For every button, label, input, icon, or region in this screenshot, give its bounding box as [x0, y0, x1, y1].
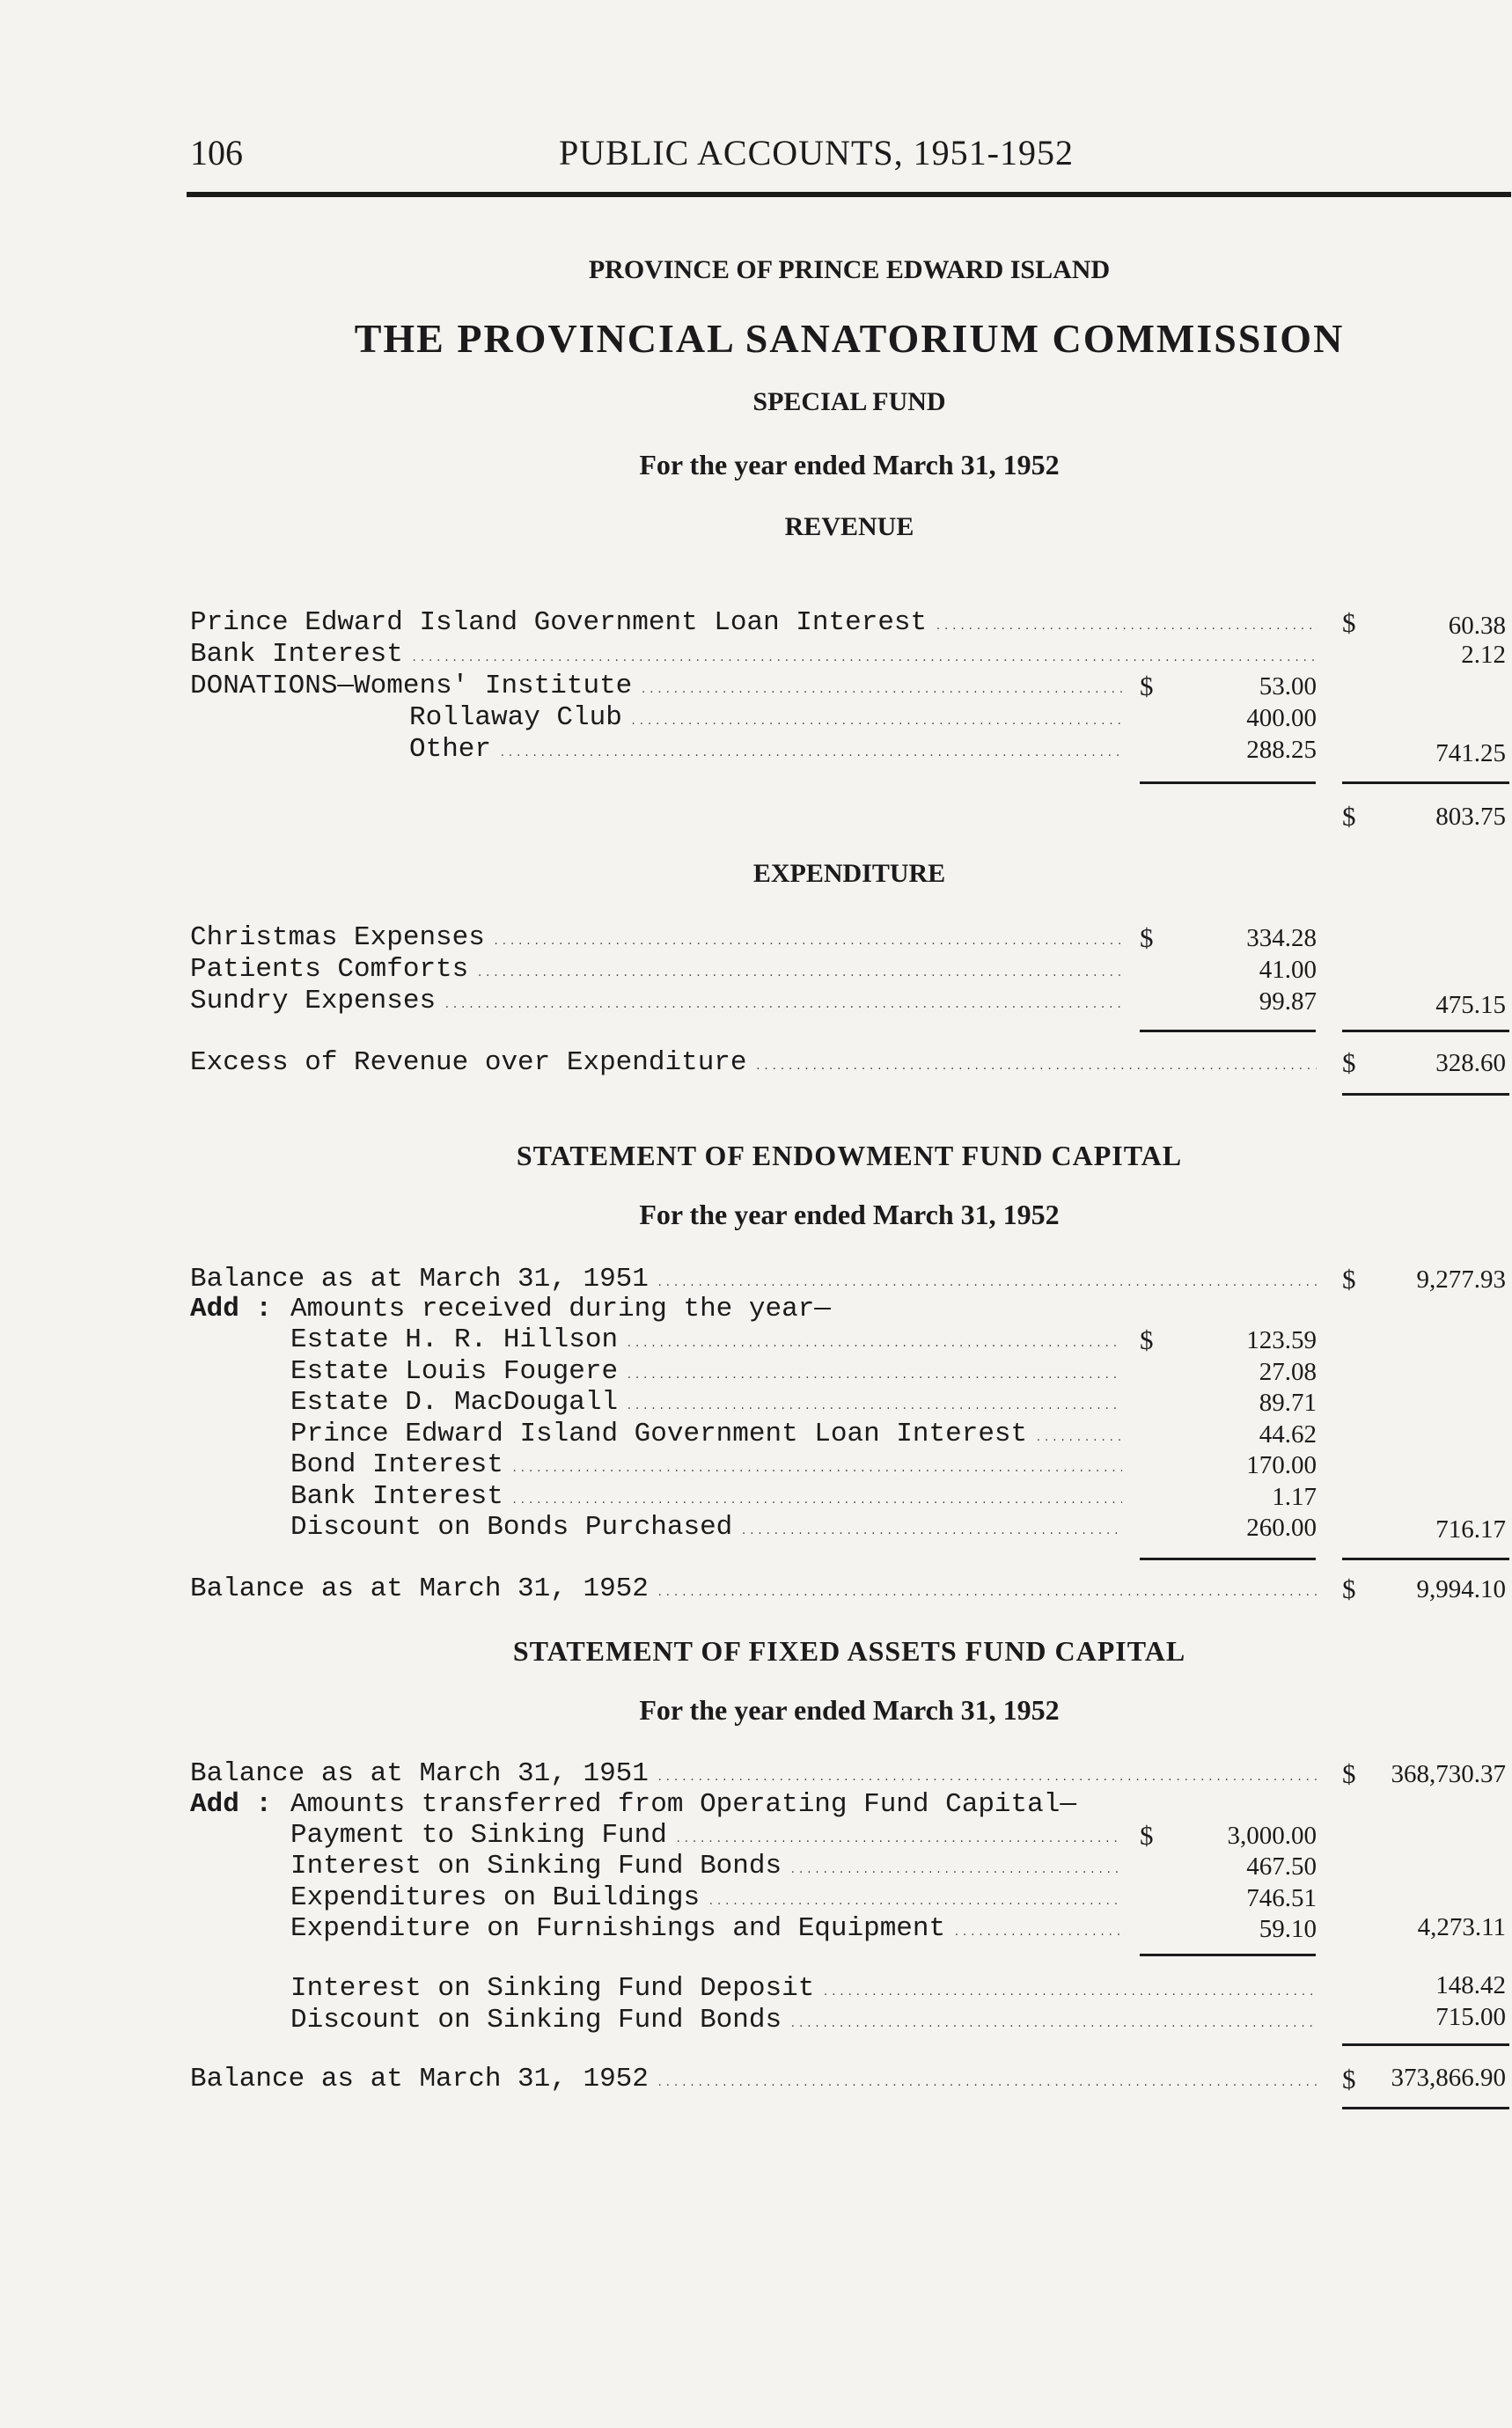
fixed-assets-add-text: Amounts transferred from Operating Fund Capital— — [290, 1789, 1076, 1820]
endowment-item-label: Prince Edward Island Government Loan Interest ..... — [290, 1419, 1122, 1449]
currency-symbol: $ — [1342, 801, 1356, 832]
currency-symbol: $ — [1140, 1820, 1154, 1851]
donations-rollaway-amount: 400.00 — [1246, 704, 1317, 732]
endowment-item-amount: 260.00 — [1246, 1514, 1317, 1542]
currency-symbol: $ — [1140, 671, 1154, 701]
endowment-opening-label: Balance as at March 31, 1951 ..... — [190, 1264, 1317, 1295]
fixed-assets-opening-label: Balance as at March 31, 1951 ..... — [190, 1758, 1317, 1789]
expenditure-heading: EXPENDITURE — [752, 859, 946, 888]
province-heading: PROVINCE OF PRINCE EDWARD ISLAND — [588, 255, 1111, 284]
endowment-item-label: Bank Interest ..... — [290, 1481, 1122, 1512]
currency-symbol: $ — [1342, 2064, 1356, 2094]
endowment-item-amount: 44.62 — [1259, 1420, 1317, 1449]
donations-total: 741.25 — [1435, 739, 1506, 767]
fixed-assets-item-label: Expenditures on Buildings ..... — [290, 1882, 1122, 1913]
endowment-item-amount: 89.71 — [1259, 1389, 1317, 1417]
revenue-loan-interest-amount: 60.38 — [1448, 612, 1506, 640]
subtotal-rule — [1342, 2043, 1509, 2046]
endowment-item-amount: 123.59 — [1246, 1326, 1317, 1354]
subtotal-rule — [1140, 1558, 1316, 1560]
endowment-item-label: Estate H. R. Hillson ..... — [290, 1324, 1122, 1355]
total-rule — [1342, 2107, 1509, 2109]
commission-heading: THE PROVINCIAL SANATORIUM COMMISSION — [354, 316, 1345, 361]
donations-rollaway-label: Rollaway Club ..... — [409, 702, 1122, 733]
endowment-item-amount: 27.08 — [1259, 1358, 1317, 1386]
currency-symbol: $ — [1342, 1047, 1356, 1078]
excess-label: Excess of Revenue over Expenditure ..... — [190, 1047, 1317, 1078]
endowment-items-total: 716.17 — [1435, 1515, 1506, 1544]
sinking-deposit-label: Interest on Sinking Fund Deposit ..... — [290, 1973, 1317, 2004]
donations-womens-amount: 53.00 — [1259, 672, 1317, 701]
subtotal-rule — [1140, 781, 1316, 784]
fixed-assets-add-label: Add : — [190, 1789, 273, 1820]
endowment-add-text: Amounts received during the year— — [290, 1294, 831, 1324]
expenditure-sundry-label: Sundry Expenses ..... — [190, 986, 1123, 1016]
endowment-item-label: Bond Interest ..... — [290, 1449, 1122, 1480]
fixed-assets-item-label: Payment to Sinking Fund ..... — [290, 1820, 1122, 1851]
expenditure-sundry-amount: 99.87 — [1259, 987, 1317, 1016]
sinking-discount-label: Discount on Sinking Fund Bonds ..... — [290, 2005, 1317, 2036]
fixed-assets-item-label: Expenditure on Furnishings and Equipment ..... — [290, 1913, 1122, 1944]
endowment-item-label: Estate Louis Fougere ..... — [290, 1356, 1122, 1387]
endowment-item-label: Discount on Bonds Purchased ..... — [290, 1512, 1122, 1543]
endowment-heading: STATEMENT OF ENDOWMENT FUND CAPITAL — [516, 1140, 1183, 1171]
endowment-closing-amount: 9,994.10 — [1416, 1575, 1506, 1603]
fund-heading: SPECIAL FUND — [752, 387, 946, 416]
fixed-assets-item-amount: 467.50 — [1246, 1852, 1317, 1881]
donations-womens-label: DONATIONS—Womens' Institute ..... — [190, 671, 1123, 701]
endowment-period: For the year ended March 31, 1952 — [639, 1199, 1060, 1230]
revenue-total: 803.75 — [1435, 803, 1506, 831]
fixed-assets-item-amount: 59.10 — [1259, 1915, 1317, 1943]
currency-symbol: $ — [1342, 1264, 1356, 1295]
revenue-heading: REVENUE — [784, 512, 914, 541]
page-header-title: PUBLIC ACCOUNTS, 1951-1952 — [559, 133, 1074, 172]
expenditure-total: 475.15 — [1435, 991, 1506, 1019]
endowment-item-amount: 1.17 — [1272, 1483, 1317, 1511]
subtotal-rule — [1342, 1558, 1509, 1560]
endowment-item-amount: 170.00 — [1246, 1451, 1317, 1479]
fixed-assets-closing-amount: 373,866.90 — [1391, 2064, 1506, 2092]
endowment-add-label: Add : — [190, 1294, 273, 1324]
page-number: 106 — [190, 133, 243, 172]
fixed-assets-item-amount: 3,000.00 — [1227, 1822, 1317, 1850]
revenue-bank-interest-amount: 2.12 — [1461, 641, 1506, 669]
endowment-closing-label: Balance as at March 31, 1952 ..... — [190, 1573, 1317, 1604]
currency-symbol: $ — [1342, 607, 1356, 638]
fixed-assets-closing-label: Balance as at March 31, 1952 ..... — [190, 2064, 1317, 2094]
currency-symbol: $ — [1342, 1573, 1356, 1604]
donations-other-amount: 288.25 — [1246, 736, 1317, 764]
expenditure-comforts-label: Patients Comforts ..... — [190, 954, 1123, 985]
expenditure-christmas-amount: 334.28 — [1246, 924, 1317, 952]
sinking-deposit-amount: 148.42 — [1435, 1971, 1506, 1999]
subtotal-rule — [1342, 781, 1509, 784]
fixed-assets-item-label: Interest on Sinking Fund Bonds ..... — [290, 1851, 1122, 1882]
fixed-assets-opening-amount: 368,730.37 — [1391, 1760, 1506, 1788]
subtotal-rule — [1140, 1030, 1316, 1032]
expenditure-christmas-label: Christmas Expenses ..... — [190, 922, 1123, 953]
currency-symbol: $ — [1140, 1324, 1154, 1355]
fixed-assets-period: For the year ended March 31, 1952 — [639, 1694, 1060, 1726]
sinking-discount-amount: 715.00 — [1435, 2003, 1506, 2031]
subtotal-rule — [1140, 1954, 1316, 1956]
period-heading: For the year ended March 31, 1952 — [639, 449, 1060, 480]
header-rule — [187, 192, 1511, 197]
excess-amount: 328.60 — [1435, 1049, 1506, 1077]
total-rule — [1342, 1093, 1509, 1096]
endowment-item-label: Estate D. MacDougall ..... — [290, 1387, 1122, 1418]
fixed-assets-heading: STATEMENT OF FIXED ASSETS FUND CAPITAL — [512, 1635, 1186, 1667]
currency-symbol: $ — [1342, 1758, 1356, 1789]
revenue-loan-interest-label: Prince Edward Island Government Loan Interest ..... — [190, 607, 1317, 638]
subtotal-rule — [1342, 1030, 1509, 1032]
fixed-assets-item-amount: 746.51 — [1246, 1884, 1317, 1912]
fixed-assets-items-total: 4,273.11 — [1417, 1913, 1506, 1941]
expenditure-comforts-amount: 41.00 — [1259, 956, 1317, 984]
currency-symbol: $ — [1140, 922, 1154, 953]
donations-other-label: Other ..... — [409, 734, 1122, 765]
endowment-opening-amount: 9,277.93 — [1416, 1265, 1506, 1294]
revenue-bank-interest-label: Bank Interest ..... — [190, 639, 1317, 670]
